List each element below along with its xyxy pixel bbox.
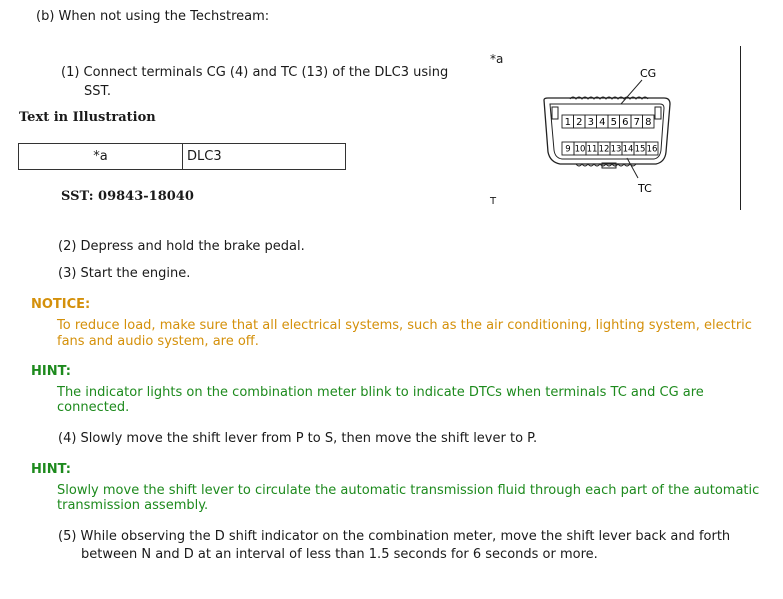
hint-2-line1: Slowly move the shift lever to circulate the automatic transmission fluid through each part of the automatic	[57, 483, 760, 498]
dlc3-pin-number: 11	[586, 144, 598, 155]
illustration-border-line	[740, 46, 741, 210]
dlc3-pin-number: 16	[646, 144, 658, 155]
dlc3-top-pin-row	[562, 115, 654, 128]
text-in-illustration-heading: Text in Illustration	[19, 110, 156, 125]
dlc3-pin-number: 3	[587, 117, 594, 129]
hint-2-line2: transmission assembly.	[57, 498, 209, 513]
dlc3-pin-number: 13	[610, 144, 622, 155]
hint-heading-1: HINT:	[31, 364, 71, 379]
step-b-heading: (b) When not using the Techstream:	[36, 9, 270, 24]
step-4: (4) Slowly move the shift lever from P to S, then move the shift lever to P.	[58, 431, 538, 446]
dlc3-pin-number: 8	[645, 117, 652, 129]
dlc3-bottom-pin-row	[562, 142, 658, 155]
dlc3-pin-number: 10	[574, 144, 586, 155]
dlc3-pin-number: 4	[599, 117, 606, 129]
step-3: (3) Start the engine.	[58, 266, 191, 281]
hint-heading-2: HINT:	[31, 462, 71, 477]
step-1-line1: (1) Connect terminals CG (4) and TC (13) of the DLC3 using	[61, 65, 449, 80]
dlc3-pin-number: 15	[634, 144, 646, 155]
dlc3-pin-number: 1	[564, 117, 571, 129]
notice-heading: NOTICE:	[31, 297, 91, 312]
notice-line2: fans and audio system, are off.	[57, 334, 259, 349]
step-5-line1: (5) While observing the D shift indicator on the combination meter, move the shift lever back and forth	[58, 529, 731, 544]
legend-key: *a	[19, 144, 183, 170]
tc-label: TC	[638, 182, 652, 195]
dlc3-pin-number: 12	[598, 144, 610, 155]
step-1-line2: SST.	[84, 84, 112, 99]
dlc3-pin-number: 9	[565, 144, 571, 155]
dlc3-pin-number: 6	[622, 117, 629, 129]
dlc3-pin-number: 2	[576, 117, 583, 129]
illustration-legend-table	[18, 143, 346, 170]
illustration-label-t: T	[490, 196, 497, 207]
step-2: (2) Depress and hold the brake pedal.	[58, 239, 305, 254]
dlc3-pin-number: 14	[622, 144, 634, 155]
notice-line1: To reduce load, make sure that all electrical systems, such as the air conditioning, lighting system, electric	[57, 318, 752, 333]
dlc3-pin-number: 7	[633, 117, 640, 129]
legend-row	[19, 144, 346, 170]
cg-leader-line	[621, 80, 642, 104]
tc-leader-line	[627, 158, 638, 178]
illustration-label-a: *a	[490, 52, 504, 66]
hint-1-line1: The indicator lights on the combination meter blink to indicate DTCs when terminals TC and CG are	[57, 385, 704, 400]
hint-1-line2: connected.	[57, 400, 130, 415]
step-5-line2: between N and D at an interval of less than 1.5 seconds for 6 seconds or more.	[81, 547, 598, 562]
legend-value: DLC3	[183, 144, 346, 170]
dlc3-connector-diagram	[530, 60, 680, 200]
sst-number: SST: 09843-18040	[61, 189, 194, 204]
dlc3-pin-number: 5	[610, 117, 617, 129]
cg-label: CG	[640, 67, 657, 80]
